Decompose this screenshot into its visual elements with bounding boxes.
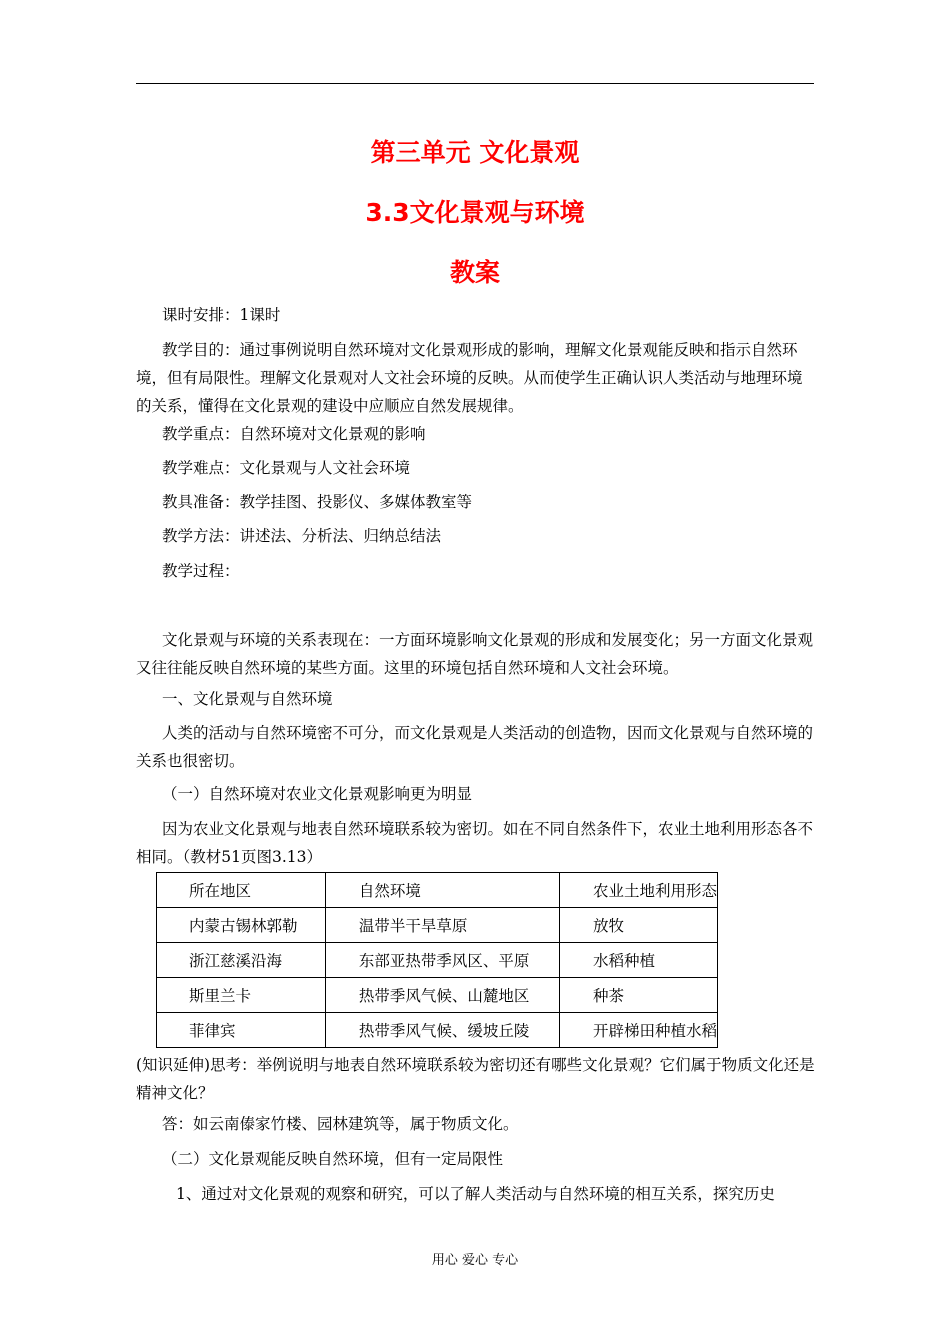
teaching-goal: 教学目的：通过事例说明自然环境对文化景观形成的影响，理解文化景观能反映和指示自然环境，但有局限性。理解文化景观对人文社会环境的反映。从而使学生正确认识人类活动与地理环境的关系，懂得在文化景观的建设中应顺应自然发展规律。 xyxy=(136,341,803,415)
unit-title: 第三单元 文化景观 xyxy=(370,138,580,167)
land-use-table xyxy=(156,872,718,1048)
subheading-agriculture: （一）自然环境对农业文化景观影响更为明显 xyxy=(162,785,473,803)
teaching-tools: 教具准备：教学挂图、投影仪、多媒体教室等 xyxy=(162,493,473,511)
table-cell: 内蒙古锡林郭勒 xyxy=(157,908,326,943)
paragraph-agriculture: 因为农业文化景观与地表自然环境联系较为密切。如在不同自然条件下，农业土地利用形态各不相同。（教材51页图3.13） xyxy=(136,820,814,866)
subheading-limitation: （二）文化景观能反映自然环境，但有一定局限性 xyxy=(162,1150,504,1168)
table-cell: 东部亚热带季风区、平原 xyxy=(325,943,559,978)
table-row xyxy=(157,1013,718,1048)
lesson-hours: 课时安排：1课时 xyxy=(162,306,281,324)
table-cell: 斯里兰卡 xyxy=(157,978,326,1013)
heading-natural-environment: 一、文化景观与自然环境 xyxy=(162,690,333,708)
teaching-methods: 教学方法：讲述法、分析法、归纳总结法 xyxy=(162,527,442,545)
table-header-cell: 所在地区 xyxy=(157,873,326,908)
teaching-process: 教学过程： xyxy=(162,562,240,580)
header-rule xyxy=(136,83,814,84)
answer-paragraph: 答：如云南傣家竹楼、园林建筑等，属于物质文化。 xyxy=(162,1115,519,1133)
doc-type-title: 教案 xyxy=(449,258,500,287)
table-row xyxy=(157,908,718,943)
section-title: 3.3文化景观与环境 xyxy=(365,198,585,227)
table-header-cell: 自然环境 xyxy=(325,873,559,908)
page-footer: 用心 爱心 专心 xyxy=(431,1253,519,1268)
table-cell: 温带半干旱草原 xyxy=(325,908,559,943)
table-cell: 放牧 xyxy=(559,908,717,943)
table-cell: 开辟梯田种植水稻 xyxy=(559,1013,717,1048)
table-header-cell: 农业土地利用形态 xyxy=(559,873,717,908)
table-header-row xyxy=(157,873,718,908)
table-cell: 种茶 xyxy=(559,978,717,1013)
think-question: (知识延伸)思考：举例说明与地表自然环境联系较为密切还有哪些文化景观？它们属于物质文化还是精神文化？ xyxy=(136,1056,815,1102)
table-cell: 浙江慈溪沿海 xyxy=(157,943,326,978)
teaching-focus: 教学重点：自然环境对文化景观的影响 xyxy=(162,425,426,443)
paragraph-human-activity: 人类的活动与自然环境密不可分，而文化景观是人类活动的创造物，因而文化景观与自然环境的关系也很密切。 xyxy=(136,724,814,770)
table-cell: 水稻种植 xyxy=(559,943,717,978)
table-cell: 热带季风气候、山麓地区 xyxy=(325,978,559,1013)
table-row xyxy=(157,978,718,1013)
table-cell: 热带季风气候、缓坡丘陵 xyxy=(325,1013,559,1048)
table-row xyxy=(157,943,718,978)
relation-paragraph: 文化景观与环境的关系表现在：一方面环境影响文化景观的形成和发展变化；另一方面文化景观又往往能反映自然环境的某些方面。这里的环境包括自然环境和人文社会环境。 xyxy=(136,631,814,677)
paragraph-observation: 1、通过对文化景观的观察和研究，可以了解人类活动与自然环境的相互关系，探究历史 xyxy=(176,1185,775,1203)
table-cell: 菲律宾 xyxy=(157,1013,326,1048)
teaching-difficulty: 教学难点：文化景观与人文社会环境 xyxy=(162,459,411,477)
